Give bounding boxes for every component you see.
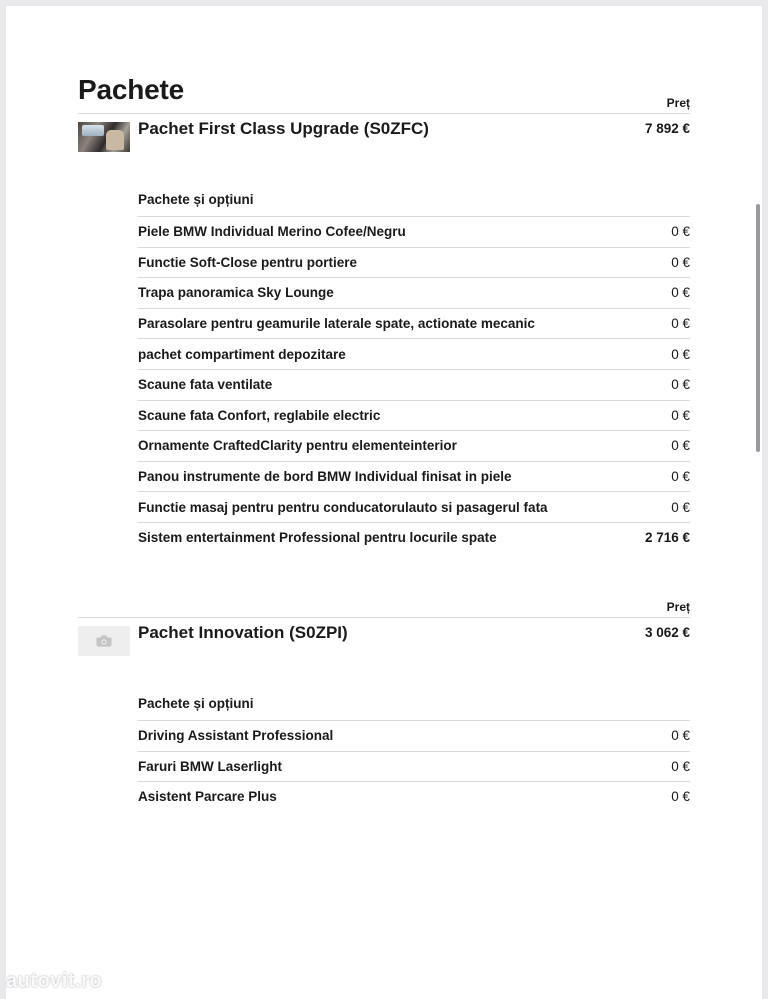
option-row — [138, 781, 690, 812]
option-label: Scaune fata Confort, reglabile electric — [138, 407, 381, 423]
option-row — [138, 430, 690, 461]
package-thumbnail-photo — [78, 122, 130, 152]
option-price: 0 € — [671, 728, 690, 744]
price-column-header: Preț — [666, 600, 690, 614]
option-price: 0 € — [671, 407, 690, 423]
option-label: Functie Soft-Close pentru portiere — [138, 254, 358, 270]
option-price: 0 € — [671, 224, 690, 240]
options-list — [138, 216, 690, 553]
option-row — [138, 491, 690, 522]
page-title: Pachete — [78, 74, 184, 105]
option-price: 0 € — [671, 346, 690, 362]
option-price: 0 € — [671, 469, 690, 485]
package-name: Pachet Innovation (S0ZPI) — [138, 623, 348, 642]
option-row — [138, 247, 690, 278]
option-label: Ornamente CraftedClarity pentru elementeinterior — [138, 438, 457, 454]
option-price: 0 € — [671, 377, 690, 393]
option-row — [138, 338, 690, 369]
option-label: Piele BMW Individual Merino Cofee/Negru — [138, 224, 406, 240]
package-header — [78, 617, 690, 659]
option-price: 0 € — [671, 789, 690, 805]
option-label: Trapa panoramica Sky Lounge — [138, 285, 334, 301]
option-row — [138, 400, 690, 431]
option-label: Faruri BMW Laserlight — [138, 758, 283, 774]
option-row — [138, 308, 690, 339]
camera-icon — [96, 635, 112, 647]
option-label: Scaune fata ventilate — [138, 377, 273, 393]
option-label: Functie masaj pentru pentru conducatorulauto si pasagerul fata — [138, 499, 548, 515]
package-header — [78, 113, 690, 155]
price-column-header: Preț — [666, 96, 690, 110]
option-row — [138, 720, 690, 751]
option-label: Asistent Parcare Plus — [138, 789, 277, 805]
option-row — [138, 461, 690, 492]
option-price: 0 € — [671, 316, 690, 332]
option-label: Driving Assistant Professional — [138, 728, 334, 744]
option-label: Panou instrumente de bord BMW Individual finisat in piele — [138, 469, 512, 485]
option-price: 0 € — [671, 438, 690, 454]
scrollbar[interactable] — [756, 204, 760, 452]
option-row — [138, 216, 690, 247]
option-row — [138, 277, 690, 308]
option-row — [138, 751, 690, 782]
option-price: 0 € — [671, 758, 690, 774]
watermark-logo: autovit.ro — [6, 970, 103, 992]
option-row — [138, 369, 690, 400]
package-name: Pachet First Class Upgrade (S0ZFC) — [138, 119, 429, 138]
option-row — [138, 522, 690, 553]
options-list — [138, 720, 690, 812]
options-section-title: Pachete și opțiuni — [138, 696, 254, 711]
document-page — [6, 6, 762, 999]
option-price: 0 € — [671, 254, 690, 270]
option-label: Parasolare pentru geamurile laterale spate, actionate mecanic — [138, 316, 535, 332]
option-label: pachet compartiment depozitare — [138, 346, 346, 362]
package-price: 7 892 € — [644, 121, 690, 136]
option-price: 0 € — [671, 499, 690, 515]
option-price: 2 716 € — [644, 530, 690, 546]
option-label: Sistem entertainment Professional pentru locurile spate — [138, 530, 497, 546]
options-section-title: Pachete și opțiuni — [138, 192, 254, 207]
option-price: 0 € — [671, 285, 690, 301]
package-price: 3 062 € — [644, 625, 690, 640]
package-thumbnail-placeholder — [78, 626, 130, 656]
